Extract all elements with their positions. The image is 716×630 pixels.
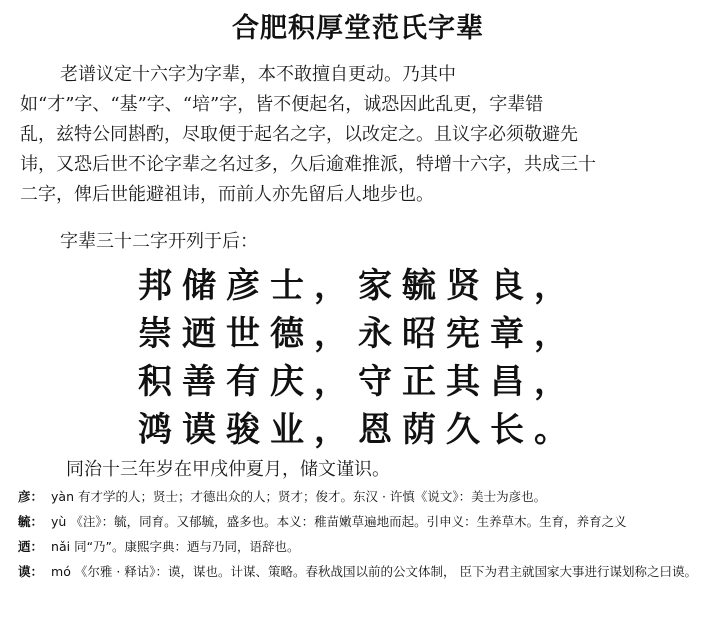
note-term: 迺：: [18, 539, 44, 554]
note-term: 谟：: [18, 564, 44, 579]
note-text: 有才学的人；贤士；才德出众的人；贤才；俊才。东汉 · 许慎《说文》：美士为彦也。: [78, 489, 547, 504]
note-text: 同“乃”。康熙字典：迺与乃同，语辞也。: [74, 539, 300, 554]
glossary-note: [18, 562, 708, 582]
note-text: 《尔雅 · 释诂》：谟，谋也。计谋、策略。春秋战国以前的公文体制， 臣下为君主就国家大事进行谋划称之曰谟。: [74, 564, 697, 579]
preface-line: 讳，又恐后世不论字辈之名过多，久后逾难推派，特增十六字，共成三十: [20, 154, 596, 175]
verse-line: 邦储彦士，家毓贤良，: [138, 266, 578, 306]
glossary-note: [18, 537, 708, 557]
note-pinyin: yàn: [51, 489, 74, 504]
note-term: 彦：: [18, 489, 44, 504]
preface-line: 乱，兹特公同斟酌，尽取便于起名之字，以改定之。且议字必须敬避先: [20, 124, 578, 145]
note-pinyin: yù: [51, 514, 67, 529]
glossary-note: [18, 487, 708, 507]
verse-line: 鸿谟骏业，恩荫久长。: [138, 410, 578, 450]
glossary-note: [18, 512, 708, 532]
note-pinyin: nǎi: [51, 539, 71, 554]
note-pinyin: mó: [51, 564, 71, 579]
preface-paragraph: [20, 60, 704, 210]
preface-line: 老谱议定十六字为字辈，本不敢擅自更动。乃其中: [60, 64, 456, 85]
signoff-line: 同治十三年岁在甲戌仲夏月，储文谨识。: [66, 459, 390, 480]
glossary-notes: [18, 487, 708, 587]
verse-line: 崇迺世德，永昭宪章，: [138, 314, 578, 354]
generation-verses: [0, 262, 716, 454]
note-text: 《注》：毓，同育。又郁毓，盛多也。本义：稚苗嫩草遍地而起。引申义：生养草木。生育，养育之义: [70, 514, 627, 529]
preface-line: 二字，俾后世能避祖讳，而前人亦先留后人地步也。: [20, 184, 434, 205]
note-term: 毓：: [18, 514, 44, 529]
generation-list-intro: 字辈三十二字开列于后：: [60, 231, 258, 252]
preface-line: 如“才”字、“基”字、“培”字，皆不便起名，诚恐因此乱更，字辈错: [20, 94, 544, 115]
page-title: 合肥积厚堂范氏字辈: [232, 13, 484, 44]
verse-line: 积善有庆，守正其昌，: [138, 362, 578, 402]
